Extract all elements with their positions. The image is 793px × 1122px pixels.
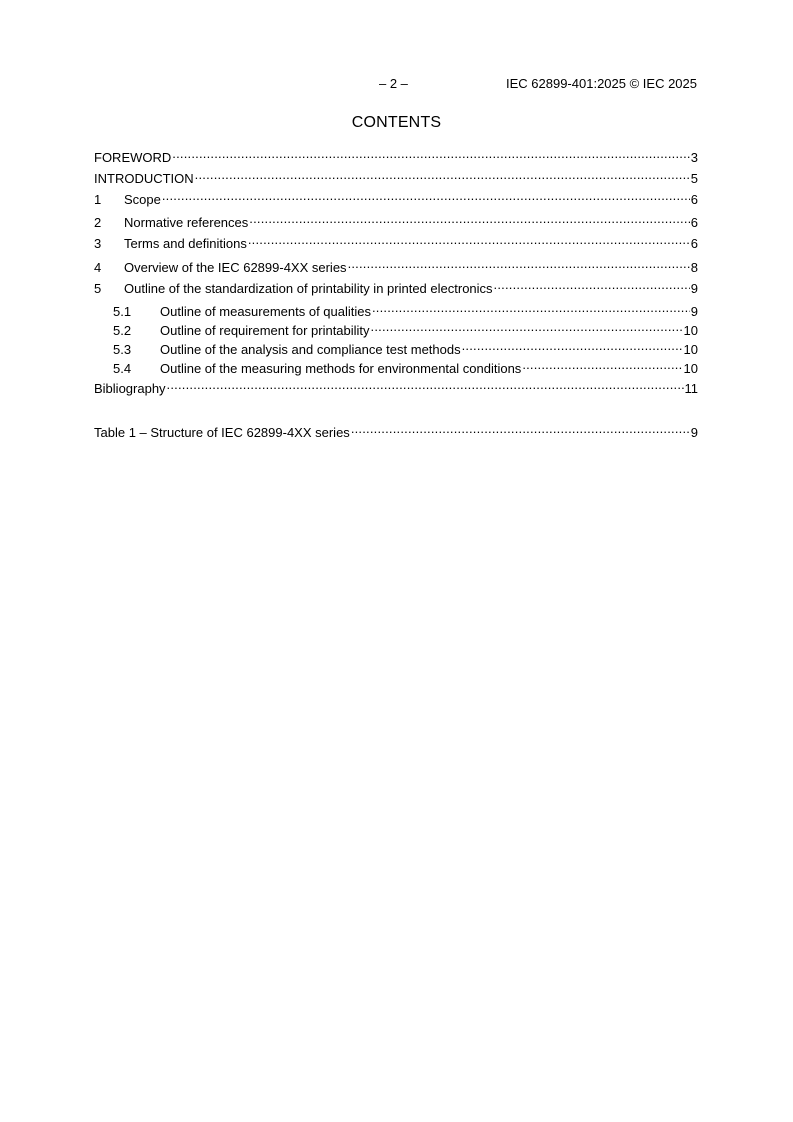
toc-entry-title: Table 1 – Structure of IEC 62899-4XX series bbox=[94, 425, 350, 440]
toc-page-number: 3 bbox=[690, 150, 698, 165]
toc-section-number: 1 bbox=[94, 192, 102, 207]
contents-title: CONTENTS bbox=[351, 114, 442, 131]
toc-entry-title: INTRODUCTION bbox=[94, 171, 194, 186]
document-reference: IEC 62899-401:2025 © IEC 2025 bbox=[506, 76, 697, 91]
toc-section-number: 5.1 bbox=[113, 304, 132, 319]
toc-page-number: 10 bbox=[683, 342, 698, 357]
toc-entry-title: Scope bbox=[124, 192, 161, 207]
toc-dot-leader bbox=[494, 277, 690, 293]
toc-entry-outline-standardization[interactable] bbox=[94, 277, 698, 296]
toc-entry-measurements-of-qualities[interactable] bbox=[94, 300, 698, 319]
toc-section-number: 5.2 bbox=[113, 323, 132, 338]
page-header bbox=[0, 76, 793, 92]
toc-entry-title: Normative references bbox=[124, 215, 249, 230]
toc-dot-leader bbox=[167, 377, 684, 393]
toc-page-number: 6 bbox=[690, 192, 698, 207]
toc-page-number: 9 bbox=[690, 281, 698, 296]
toc-page-number: 5 bbox=[690, 171, 698, 186]
toc-section-number: 2 bbox=[94, 215, 102, 230]
toc-entry-title: Terms and definitions bbox=[124, 236, 247, 251]
toc-page-number: 6 bbox=[690, 215, 698, 230]
toc-entry-foreword[interactable] bbox=[94, 146, 698, 165]
toc-entry-title: Outline of the measuring methods for environmental conditions bbox=[160, 361, 522, 376]
toc-entry-title: Outline of requirement for printability bbox=[160, 323, 370, 338]
toc-section-number: 5.4 bbox=[113, 361, 132, 376]
toc-dot-leader bbox=[351, 421, 690, 437]
toc-page-number: 11 bbox=[684, 381, 698, 396]
toc-entry-requirement-for-printability[interactable] bbox=[94, 319, 698, 338]
toc-entry-title: Overview of the IEC 62899-4XX series bbox=[124, 260, 347, 275]
toc-page-number: 6 bbox=[690, 236, 698, 251]
toc-dot-leader bbox=[249, 211, 689, 227]
toc-section-number: 5.3 bbox=[113, 342, 132, 357]
toc-entry-analysis-compliance-test[interactable] bbox=[94, 338, 698, 357]
toc-page-number: 9 bbox=[690, 425, 698, 440]
toc-entry-introduction[interactable] bbox=[94, 167, 698, 186]
toc-entry-title: Bibliography bbox=[94, 381, 166, 396]
toc-dot-leader bbox=[195, 167, 690, 183]
toc-dot-leader bbox=[248, 232, 690, 248]
toc-entry-environmental-conditions[interactable] bbox=[94, 357, 698, 376]
toc-entry-title: FOREWORD bbox=[94, 150, 172, 165]
toc-section-number: 3 bbox=[94, 236, 102, 251]
toc-entry-title: Outline of the analysis and compliance test methods bbox=[160, 342, 461, 357]
toc-section-number: 5 bbox=[94, 281, 102, 296]
toc-page-number: 9 bbox=[690, 304, 698, 319]
toc-page-number: 10 bbox=[683, 323, 698, 338]
toc-entry-overview[interactable] bbox=[94, 256, 698, 275]
toc-entry-terms-and-definitions[interactable] bbox=[94, 232, 698, 251]
page-number: – 2 – bbox=[379, 76, 408, 91]
toc-entry-normative-references[interactable] bbox=[94, 211, 698, 230]
toc-page-number: 8 bbox=[690, 260, 698, 275]
toc-dot-leader bbox=[462, 338, 683, 354]
toc-page-number: 10 bbox=[683, 361, 698, 376]
toc-dot-leader bbox=[172, 146, 689, 162]
toc-entry-title: Outline of measurements of qualities bbox=[160, 304, 371, 319]
toc-dot-leader bbox=[371, 319, 683, 335]
toc-entry-bibliography[interactable] bbox=[94, 377, 698, 396]
toc-dot-leader bbox=[348, 256, 690, 272]
toc-entry-table-1[interactable] bbox=[94, 421, 698, 440]
toc-dot-leader bbox=[522, 357, 682, 373]
toc-section-number: 4 bbox=[94, 260, 102, 275]
toc-entry-scope[interactable] bbox=[94, 188, 698, 207]
toc-dot-leader bbox=[162, 188, 690, 204]
toc-dot-leader bbox=[372, 300, 690, 316]
toc-entry-title: Outline of the standardization of printability in printed electronics bbox=[124, 281, 493, 296]
